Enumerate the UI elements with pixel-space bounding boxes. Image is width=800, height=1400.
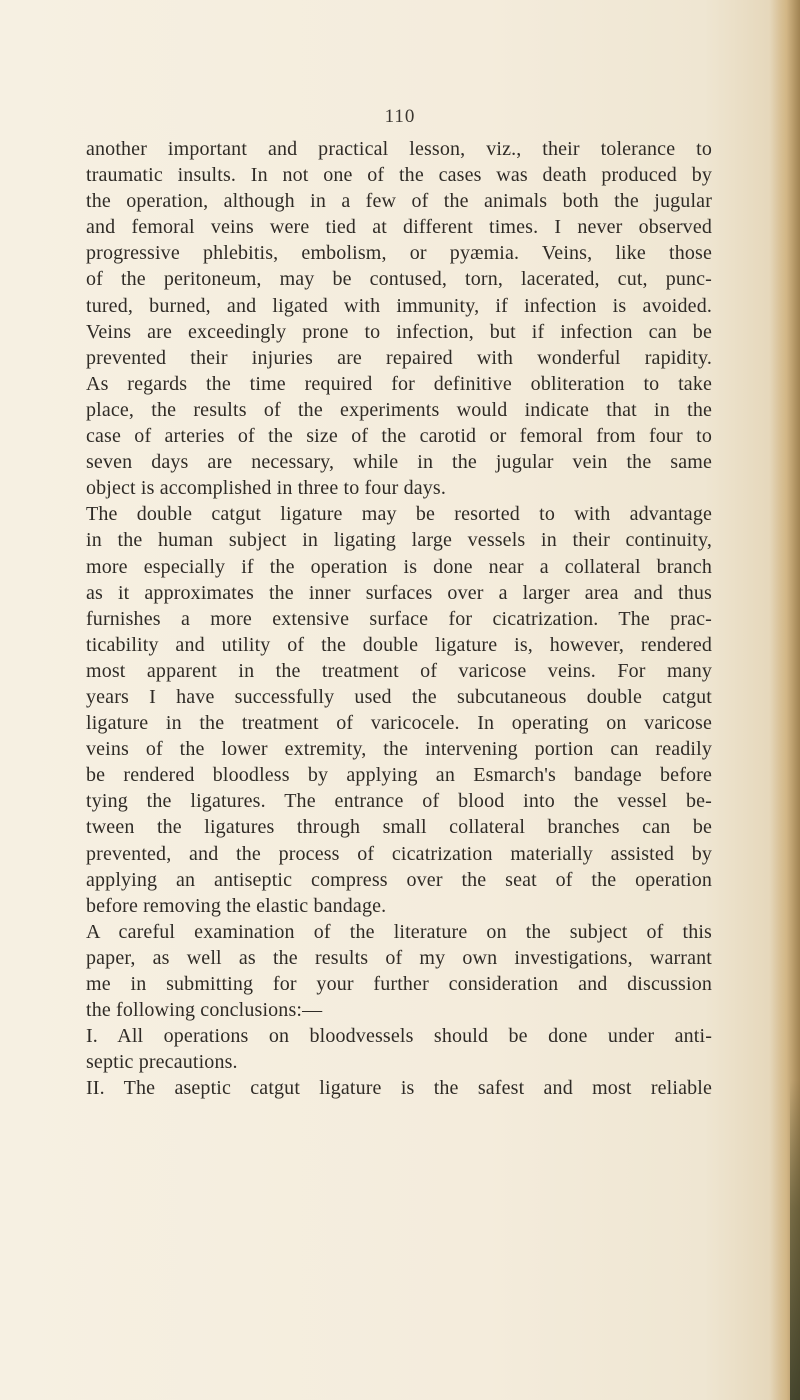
text-line: Veins are exceedingly prone to infection, but if infection can be <box>86 320 712 343</box>
text-line: II. The aseptic catgut ligature is the safest and most reliable <box>86 1077 712 1100</box>
text-line: prevented their injuries are repaired with wonderful rapidity. <box>86 346 712 369</box>
text-line: be rendered bloodless by applying an Esmarch's bandage before <box>86 764 712 787</box>
text-line: septic precautions. <box>86 1051 238 1074</box>
text-line: seven days are necessary, while in the jugular vein the same <box>86 451 712 474</box>
text-line: most apparent in the treatment of varicose veins. For many <box>86 659 712 682</box>
text-line: ligature in the treatment of varicocele. In operating on varicose <box>86 712 712 735</box>
text-line: A careful examination of the literature on the subject of this <box>86 920 712 943</box>
text-line: traumatic insults. In not one of the cases was death produced by <box>86 164 712 187</box>
text-line: progressive phlebitis, embolism, or pyæmia. Veins, like those <box>86 242 712 265</box>
text-line: the operation, although in a few of the animals both the jugular <box>86 190 712 213</box>
text-line: more especially if the operation is done near a collateral branch <box>86 555 712 578</box>
text-line: applying an antiseptic compress over the seat of the operation <box>86 868 712 891</box>
text-line: I. All operations on bloodvessels should be done under anti- <box>86 1025 712 1048</box>
text-line: place, the results of the experiments would indicate that in the <box>86 398 712 421</box>
text-line: The double catgut ligature may be resorted to with advantage <box>86 503 712 526</box>
text-line: case of arteries of the size of the carotid or femoral from four to <box>86 425 712 448</box>
text-line: tying the ligatures. The entrance of blood into the vessel be- <box>86 790 712 813</box>
text-line: paper, as well as the results of my own investigations, warrant <box>86 946 712 969</box>
text-line: tween the ligatures through small collateral branches can be <box>86 816 712 839</box>
text-line: and femoral veins were tied at different times. I never observed <box>86 216 712 239</box>
text-line: before removing the elastic bandage. <box>86 894 387 917</box>
text-line: furnishes a more extensive surface for cicatrization. The prac- <box>86 607 712 630</box>
text-line: years I have successfully used the subcutaneous double catgut <box>86 685 712 708</box>
text-line: prevented, and the process of cicatrization materially assisted by <box>86 842 712 865</box>
page-edge-shadow <box>790 1080 800 1400</box>
text-line: tured, burned, and ligated with immunity, if infection is avoided. <box>86 294 712 317</box>
page-number: 110 <box>384 106 416 127</box>
text-line: As regards the time required for definitive obliteration to take <box>86 372 712 395</box>
body-text <box>86 136 712 1101</box>
text-line: me in submitting for your further consideration and discussion <box>86 973 712 995</box>
text-line: the following conclusions:— <box>86 999 323 1022</box>
text-line: veins of the lower extremity, the intervening portion can readily <box>86 738 712 761</box>
text-line: in the human subject in ligating large vessels in their continuity, <box>86 529 712 552</box>
text-line: object is accomplished in three to four days. <box>86 477 446 500</box>
text-line: another important and practical lesson, viz., their tolerance to <box>86 138 712 160</box>
text-line: ticability and utility of the double ligature is, however, rendered <box>86 633 712 656</box>
text-line: as it approximates the inner surfaces over a larger area and thus <box>86 581 712 604</box>
text-line: of the peritoneum, may be contused, torn, lacerated, cut, punc- <box>86 268 712 291</box>
